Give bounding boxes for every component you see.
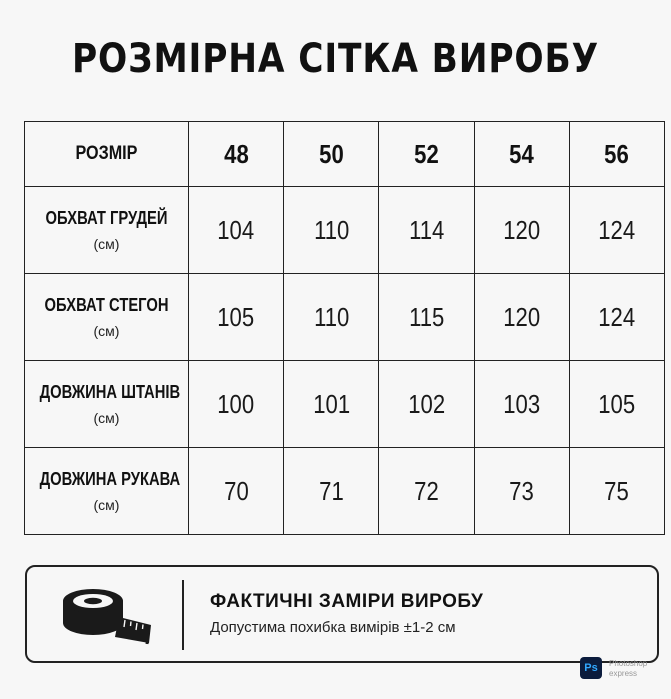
measure-value: 115 [408, 301, 445, 332]
size-value: 48 [223, 138, 249, 169]
measure-label-cell [25, 448, 189, 535]
photoshop-express-logo: Ps [580, 657, 602, 679]
size-cell [284, 122, 379, 187]
table-cell [474, 274, 569, 361]
measure-label-cell [25, 274, 189, 361]
table-row-chest [25, 187, 665, 274]
measure-value: 110 [313, 301, 349, 332]
header-cell [25, 122, 189, 187]
measure-value: 73 [509, 475, 534, 506]
measure-name: ДОВЖИНА ШТАНІВ [39, 382, 181, 402]
measure-value: 105 [217, 301, 255, 332]
measuring-tape-icon [55, 581, 159, 649]
size-value: 52 [414, 138, 439, 169]
table-cell [284, 187, 379, 274]
size-cell [189, 122, 284, 187]
table-row-pants-length [25, 361, 665, 448]
measure-unit: (см) [93, 497, 120, 513]
measure-value: 100 [217, 388, 255, 419]
table-cell [569, 187, 664, 274]
measure-value: 110 [313, 214, 349, 245]
measure-name: ОБХВАТ ГРУДЕЙ [45, 208, 168, 228]
measurement-note-box [25, 565, 659, 663]
table-cell [569, 274, 664, 361]
table-cell [569, 361, 664, 448]
measure-value: 124 [598, 301, 636, 332]
measure-value: 120 [503, 214, 541, 245]
table-cell [189, 187, 284, 274]
table-cell [284, 274, 379, 361]
table-cell [379, 361, 474, 448]
measure-value: 103 [503, 388, 541, 419]
table-cell [474, 448, 569, 535]
watermark-text: Photoshop express [609, 659, 648, 678]
table-cell [569, 448, 664, 535]
measure-value: 105 [598, 388, 636, 419]
measure-value: 75 [604, 475, 630, 506]
table-cell [474, 361, 569, 448]
measure-label-cell [25, 187, 189, 274]
measure-value: 124 [598, 214, 636, 245]
measure-label-cell [25, 361, 189, 448]
divider [182, 580, 184, 650]
size-header-label: РОЗМІР [75, 143, 138, 164]
measure-unit: (см) [93, 410, 120, 426]
size-value: 50 [318, 138, 344, 169]
size-cell [569, 122, 664, 187]
table-cell [284, 448, 379, 535]
table-cell [474, 187, 569, 274]
size-chart-table [24, 121, 665, 535]
table-cell [189, 448, 284, 535]
table-cell [379, 274, 474, 361]
measure-name: ОБХВАТ СТЕГОН [44, 295, 169, 315]
note-title: ФАКТИЧНІ ЗАМІРИ ВИРОБУ [210, 591, 484, 612]
measure-unit: (см) [93, 236, 120, 252]
table-header-row [25, 122, 665, 187]
measure-value: 120 [503, 301, 541, 332]
measure-value: 70 [223, 475, 249, 506]
measure-value: 104 [217, 214, 255, 245]
size-cell [474, 122, 569, 187]
table-cell [189, 361, 284, 448]
table-row-sleeve-length [25, 448, 665, 535]
table-cell [379, 187, 474, 274]
measure-value: 71 [318, 475, 344, 506]
size-value: 54 [509, 138, 534, 169]
measure-value: 72 [414, 475, 439, 506]
size-cell [379, 122, 474, 187]
table-cell [284, 361, 379, 448]
note-subtitle: Допустима похибка вимірів ±1-2 см [210, 619, 456, 636]
measure-value: 114 [408, 214, 445, 245]
measure-unit: (см) [93, 323, 120, 339]
measure-name: ДОВЖИНА РУКАВА [39, 469, 181, 489]
table-cell [379, 448, 474, 535]
measure-value: 101 [312, 388, 350, 419]
table-cell [189, 274, 284, 361]
table-row-hips [25, 274, 665, 361]
size-value: 56 [604, 138, 630, 169]
measure-value: 102 [408, 388, 445, 419]
page-title: РОЗМІРНА СІТКА ВИРОБУ [71, 36, 600, 82]
